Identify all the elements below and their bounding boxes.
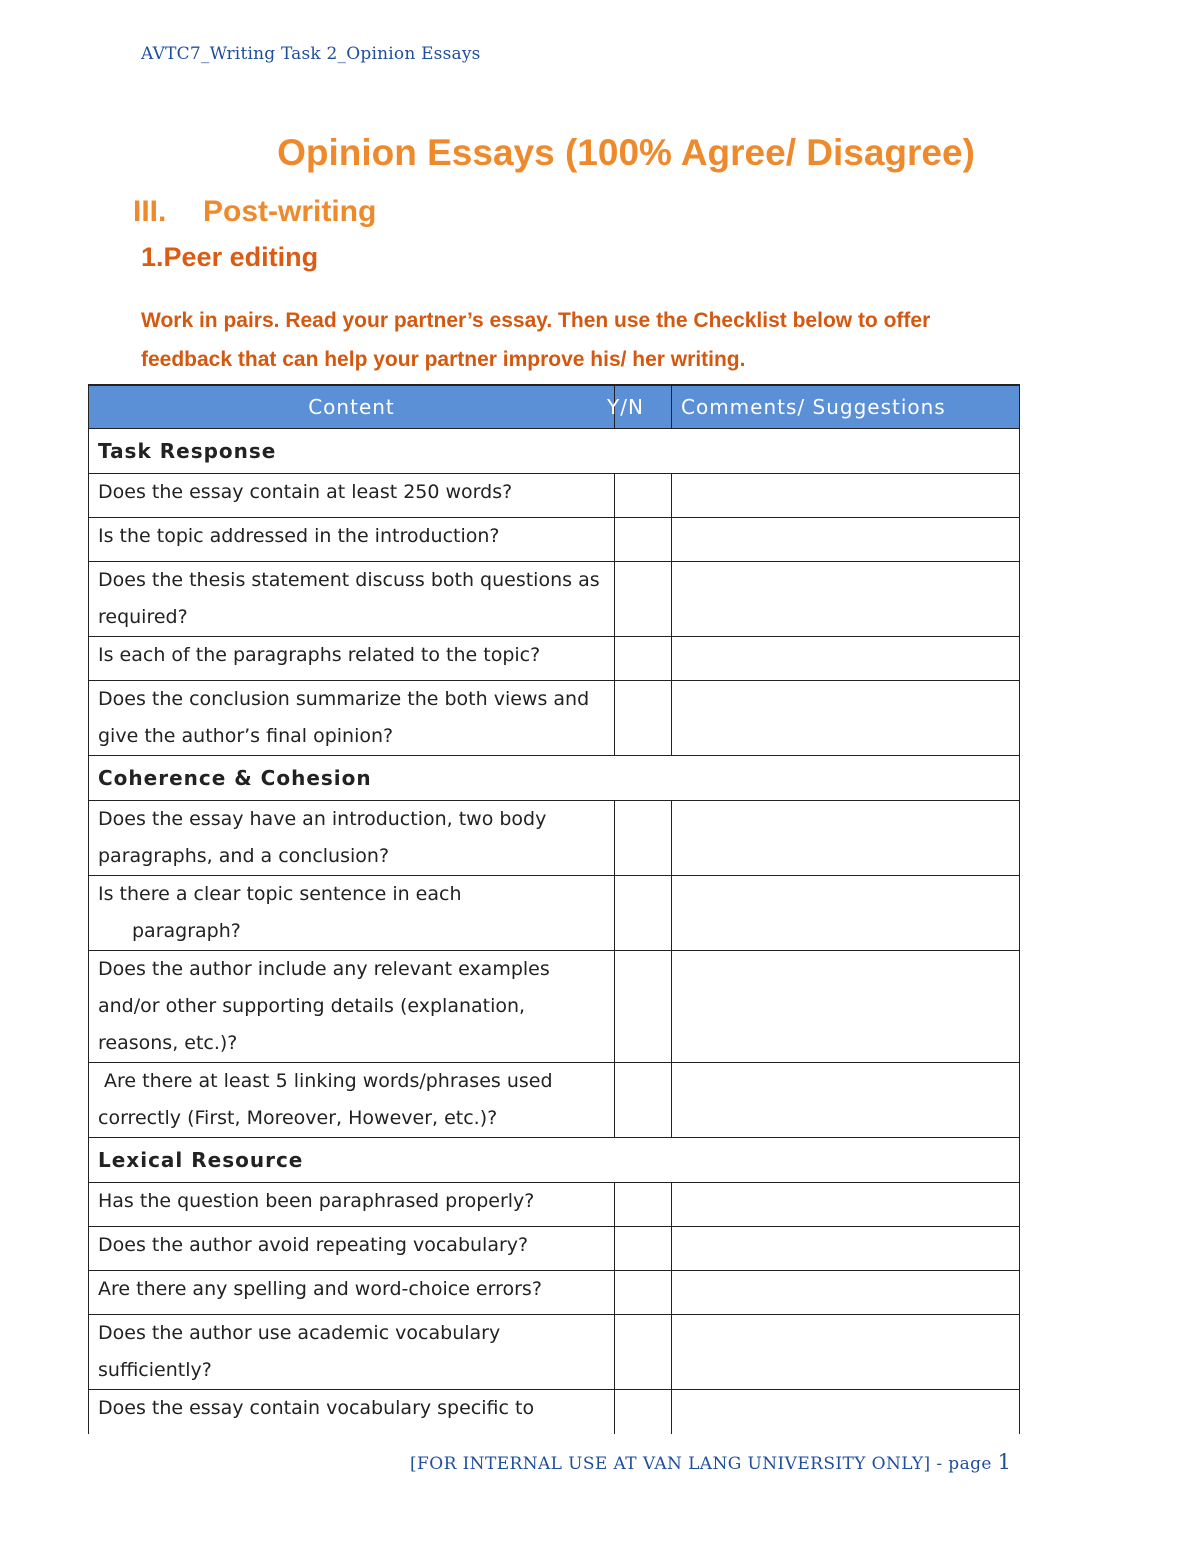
yn-cell[interactable] — [615, 1390, 672, 1435]
instructions-line: Work in pairs. Read your partner’s essay. Then use the Checklist below to offer — [141, 309, 931, 332]
comments-cell[interactable] — [672, 1063, 1020, 1138]
footer-label: [FOR INTERNAL USE AT VAN LANG UNIVERSITY ONLY] - page — [410, 1454, 992, 1474]
comments-cell[interactable] — [672, 1183, 1020, 1227]
question-cell: Is there a clear topic sentence in each paragraph? — [89, 876, 615, 951]
question-cell: Is the topic addressed in the introduction? — [89, 518, 615, 562]
question-cell: Has the question been paraphrased properly? — [89, 1183, 615, 1227]
table-row — [89, 518, 1020, 562]
column-header-yn: Y/N — [615, 385, 672, 429]
comments-cell[interactable] — [672, 1390, 1020, 1435]
comments-cell[interactable] — [672, 681, 1020, 756]
peer-editing-checklist — [88, 384, 1020, 1434]
comments-cell[interactable] — [672, 1315, 1020, 1390]
yn-cell[interactable] — [615, 681, 672, 756]
yn-cell[interactable] — [615, 951, 672, 1063]
comments-cell[interactable] — [672, 801, 1020, 876]
page-title: Opinion Essays (100% Agree/ Disagree) — [277, 132, 975, 173]
instructions-line: feedback that can help your partner improve his/ her writing. — [141, 348, 746, 371]
table-row — [89, 1271, 1020, 1315]
question-cell: Does the author avoid repeating vocabulary? — [89, 1227, 615, 1271]
question-cell: Does the essay have an introduction, two body paragraphs, and a conclusion? — [89, 801, 615, 876]
question-cell: Does the author include any relevant examples and/or other supporting details (explanation, reasons, etc.)? — [89, 951, 615, 1063]
table-row — [89, 951, 1020, 1063]
table-row — [89, 1390, 1020, 1435]
table-row — [89, 562, 1020, 637]
yn-cell[interactable] — [615, 1271, 672, 1315]
table-row — [89, 1227, 1020, 1271]
table-row — [89, 1315, 1020, 1390]
comments-cell[interactable] — [672, 518, 1020, 562]
yn-cell[interactable] — [615, 876, 672, 951]
table-row — [89, 1183, 1020, 1227]
yn-cell[interactable] — [615, 1063, 672, 1138]
yn-cell[interactable] — [615, 562, 672, 637]
table-row — [89, 474, 1020, 518]
document-header: AVTC7_Writing Task 2_Opinion Essays — [141, 44, 481, 64]
section-number: III. — [133, 195, 167, 228]
yn-cell[interactable] — [615, 801, 672, 876]
section-label: Post-writing — [203, 195, 377, 228]
subsection-number: 1. — [141, 242, 164, 272]
section-heading — [133, 195, 376, 229]
section-row-task-response: Task Response — [89, 429, 1020, 474]
question-cell: Does the conclusion summarize the both views and give the author’s final opinion? — [89, 681, 615, 756]
column-header-comments: Comments/ Suggestions — [672, 385, 1020, 429]
section-row-coherence-cohesion: Coherence & Cohesion — [89, 756, 1020, 801]
question-cell: Are there at least 5 linking words/phrases used correctly (First, Moreover, However, etc.)? — [89, 1063, 615, 1138]
document-footer — [410, 1450, 1011, 1474]
yn-cell[interactable] — [615, 1183, 672, 1227]
yn-cell[interactable] — [615, 1227, 672, 1271]
comments-cell[interactable] — [672, 562, 1020, 637]
question-cell: Does the thesis statement discuss both questions as required? — [89, 562, 615, 637]
yn-cell[interactable] — [615, 474, 672, 518]
page-number: 1 — [997, 1450, 1012, 1474]
table-row — [89, 681, 1020, 756]
instructions — [141, 301, 1041, 379]
yn-cell[interactable] — [615, 518, 672, 562]
column-header-content: Content — [89, 385, 615, 429]
comments-cell[interactable] — [672, 637, 1020, 681]
question-cell: Does the essay contain vocabulary specific to — [89, 1390, 615, 1435]
subsection-label: Peer editing — [163, 242, 319, 272]
section-row-lexical-resource: Lexical Resource — [89, 1138, 1020, 1183]
table-row — [89, 876, 1020, 951]
table-row — [89, 1063, 1020, 1138]
comments-cell[interactable] — [672, 951, 1020, 1063]
table-row — [89, 637, 1020, 681]
comments-cell[interactable] — [672, 1227, 1020, 1271]
question-cell: Does the author use academic vocabulary sufficiently? — [89, 1315, 615, 1390]
table-row — [89, 801, 1020, 876]
subsection-heading — [141, 242, 318, 273]
yn-cell[interactable] — [615, 1315, 672, 1390]
comments-cell[interactable] — [672, 876, 1020, 951]
question-cell: Are there any spelling and word-choice errors? — [89, 1271, 615, 1315]
question-cell: Is each of the paragraphs related to the topic? — [89, 637, 615, 681]
comments-cell[interactable] — [672, 1271, 1020, 1315]
question-cell: Does the essay contain at least 250 words? — [89, 474, 615, 518]
yn-cell[interactable] — [615, 637, 672, 681]
comments-cell[interactable] — [672, 474, 1020, 518]
